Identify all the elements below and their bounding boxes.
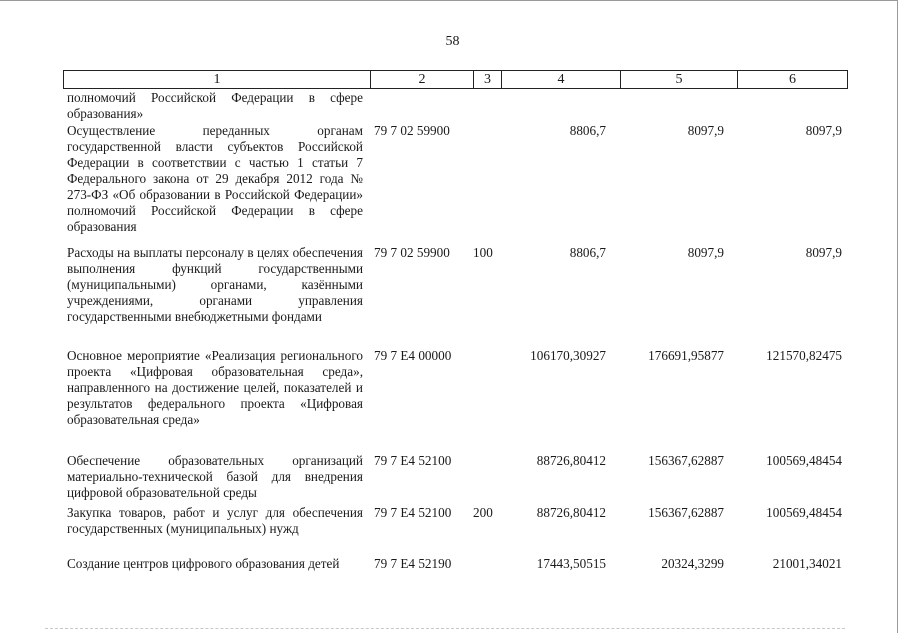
row-name: Расходы на выплаты персоналу в целях обеспечения выполнения функций государственными (муниципальными) органами, казёнными учреждениями, органами управления государственными внебюджетными фондами <box>67 245 363 324</box>
row-code: 79 7 Е4 52190 <box>374 556 452 571</box>
row-value-col4: 88726,80412 <box>536 453 606 468</box>
row-value-col4: 17443,50515 <box>536 556 606 571</box>
page-number: 58 <box>445 34 460 49</box>
scan-artifact-line <box>45 628 845 629</box>
row-value-col4: 8806,7 <box>569 245 606 260</box>
row-value-col6: 8097,9 <box>805 123 842 138</box>
row-code: 79 7 Е4 00000 <box>374 348 452 363</box>
row-value-col5: 156367,62887 <box>648 505 724 520</box>
row-expense-type: 200 <box>473 505 493 520</box>
header-col-1: 1 <box>64 71 371 88</box>
header-col-5: 5 <box>621 71 738 88</box>
row-name: полномочий Российской Федерации в сфере образования» <box>67 90 363 121</box>
row-expense-type: 100 <box>473 245 493 260</box>
header-col-6: 6 <box>789 72 796 87</box>
row-value-col6: 21001,34021 <box>772 556 842 571</box>
row-value-col6: 100569,48454 <box>766 453 842 468</box>
row-name: Осуществление переданных органам государственной власти субъектов Российской Федерации в соответствии с частью 1 статьи 7 Федерального закона от 29 декабря 2012 года № 273-ФЗ «Об образовании в Российской Федерации» полномочий Российской Федерации в сфере образования <box>67 123 363 234</box>
header-col-4: 4 <box>502 71 621 88</box>
row-code: 79 7 02 59900 <box>374 123 450 138</box>
row-name: Основное мероприятие «Реализация регионального проекта «Цифровая образовательная среда», направленного на достижение целей, показателей и результатов федерального проекта «Цифровая образовательная среда» <box>67 348 363 427</box>
row-name: Закупка товаров, работ и услуг для обеспечения государственных (муниципальных) нужд <box>67 505 363 536</box>
header-col-3: 3 <box>474 71 502 88</box>
row-value-col4: 88726,80412 <box>536 505 606 520</box>
row-value-col4: 106170,30927 <box>530 348 606 363</box>
row-value-col5: 20324,3299 <box>661 556 724 571</box>
row-value-col5: 8097,9 <box>687 123 724 138</box>
row-value-col6: 100569,48454 <box>766 505 842 520</box>
row-value-col4: 8806,7 <box>569 123 606 138</box>
header-col-2: 2 <box>371 71 474 88</box>
row-value-col5: 176691,95877 <box>648 348 724 363</box>
row-value-col5: 8097,9 <box>687 245 724 260</box>
row-code: 79 7 02 59900 <box>374 245 450 260</box>
row-code: 79 7 Е4 52100 <box>374 505 452 520</box>
row-value-col5: 156367,62887 <box>648 453 724 468</box>
row-value-col6: 8097,9 <box>805 245 842 260</box>
row-code: 79 7 Е4 52100 <box>374 453 452 468</box>
row-name: Создание центров цифрового образования детей <box>67 556 340 571</box>
table-header <box>63 70 848 89</box>
row-value-col6: 121570,82475 <box>766 348 842 363</box>
row-name: Обеспечение образовательных организаций материально-технической базой для внедрения цифровой образовательной среды <box>67 453 363 500</box>
